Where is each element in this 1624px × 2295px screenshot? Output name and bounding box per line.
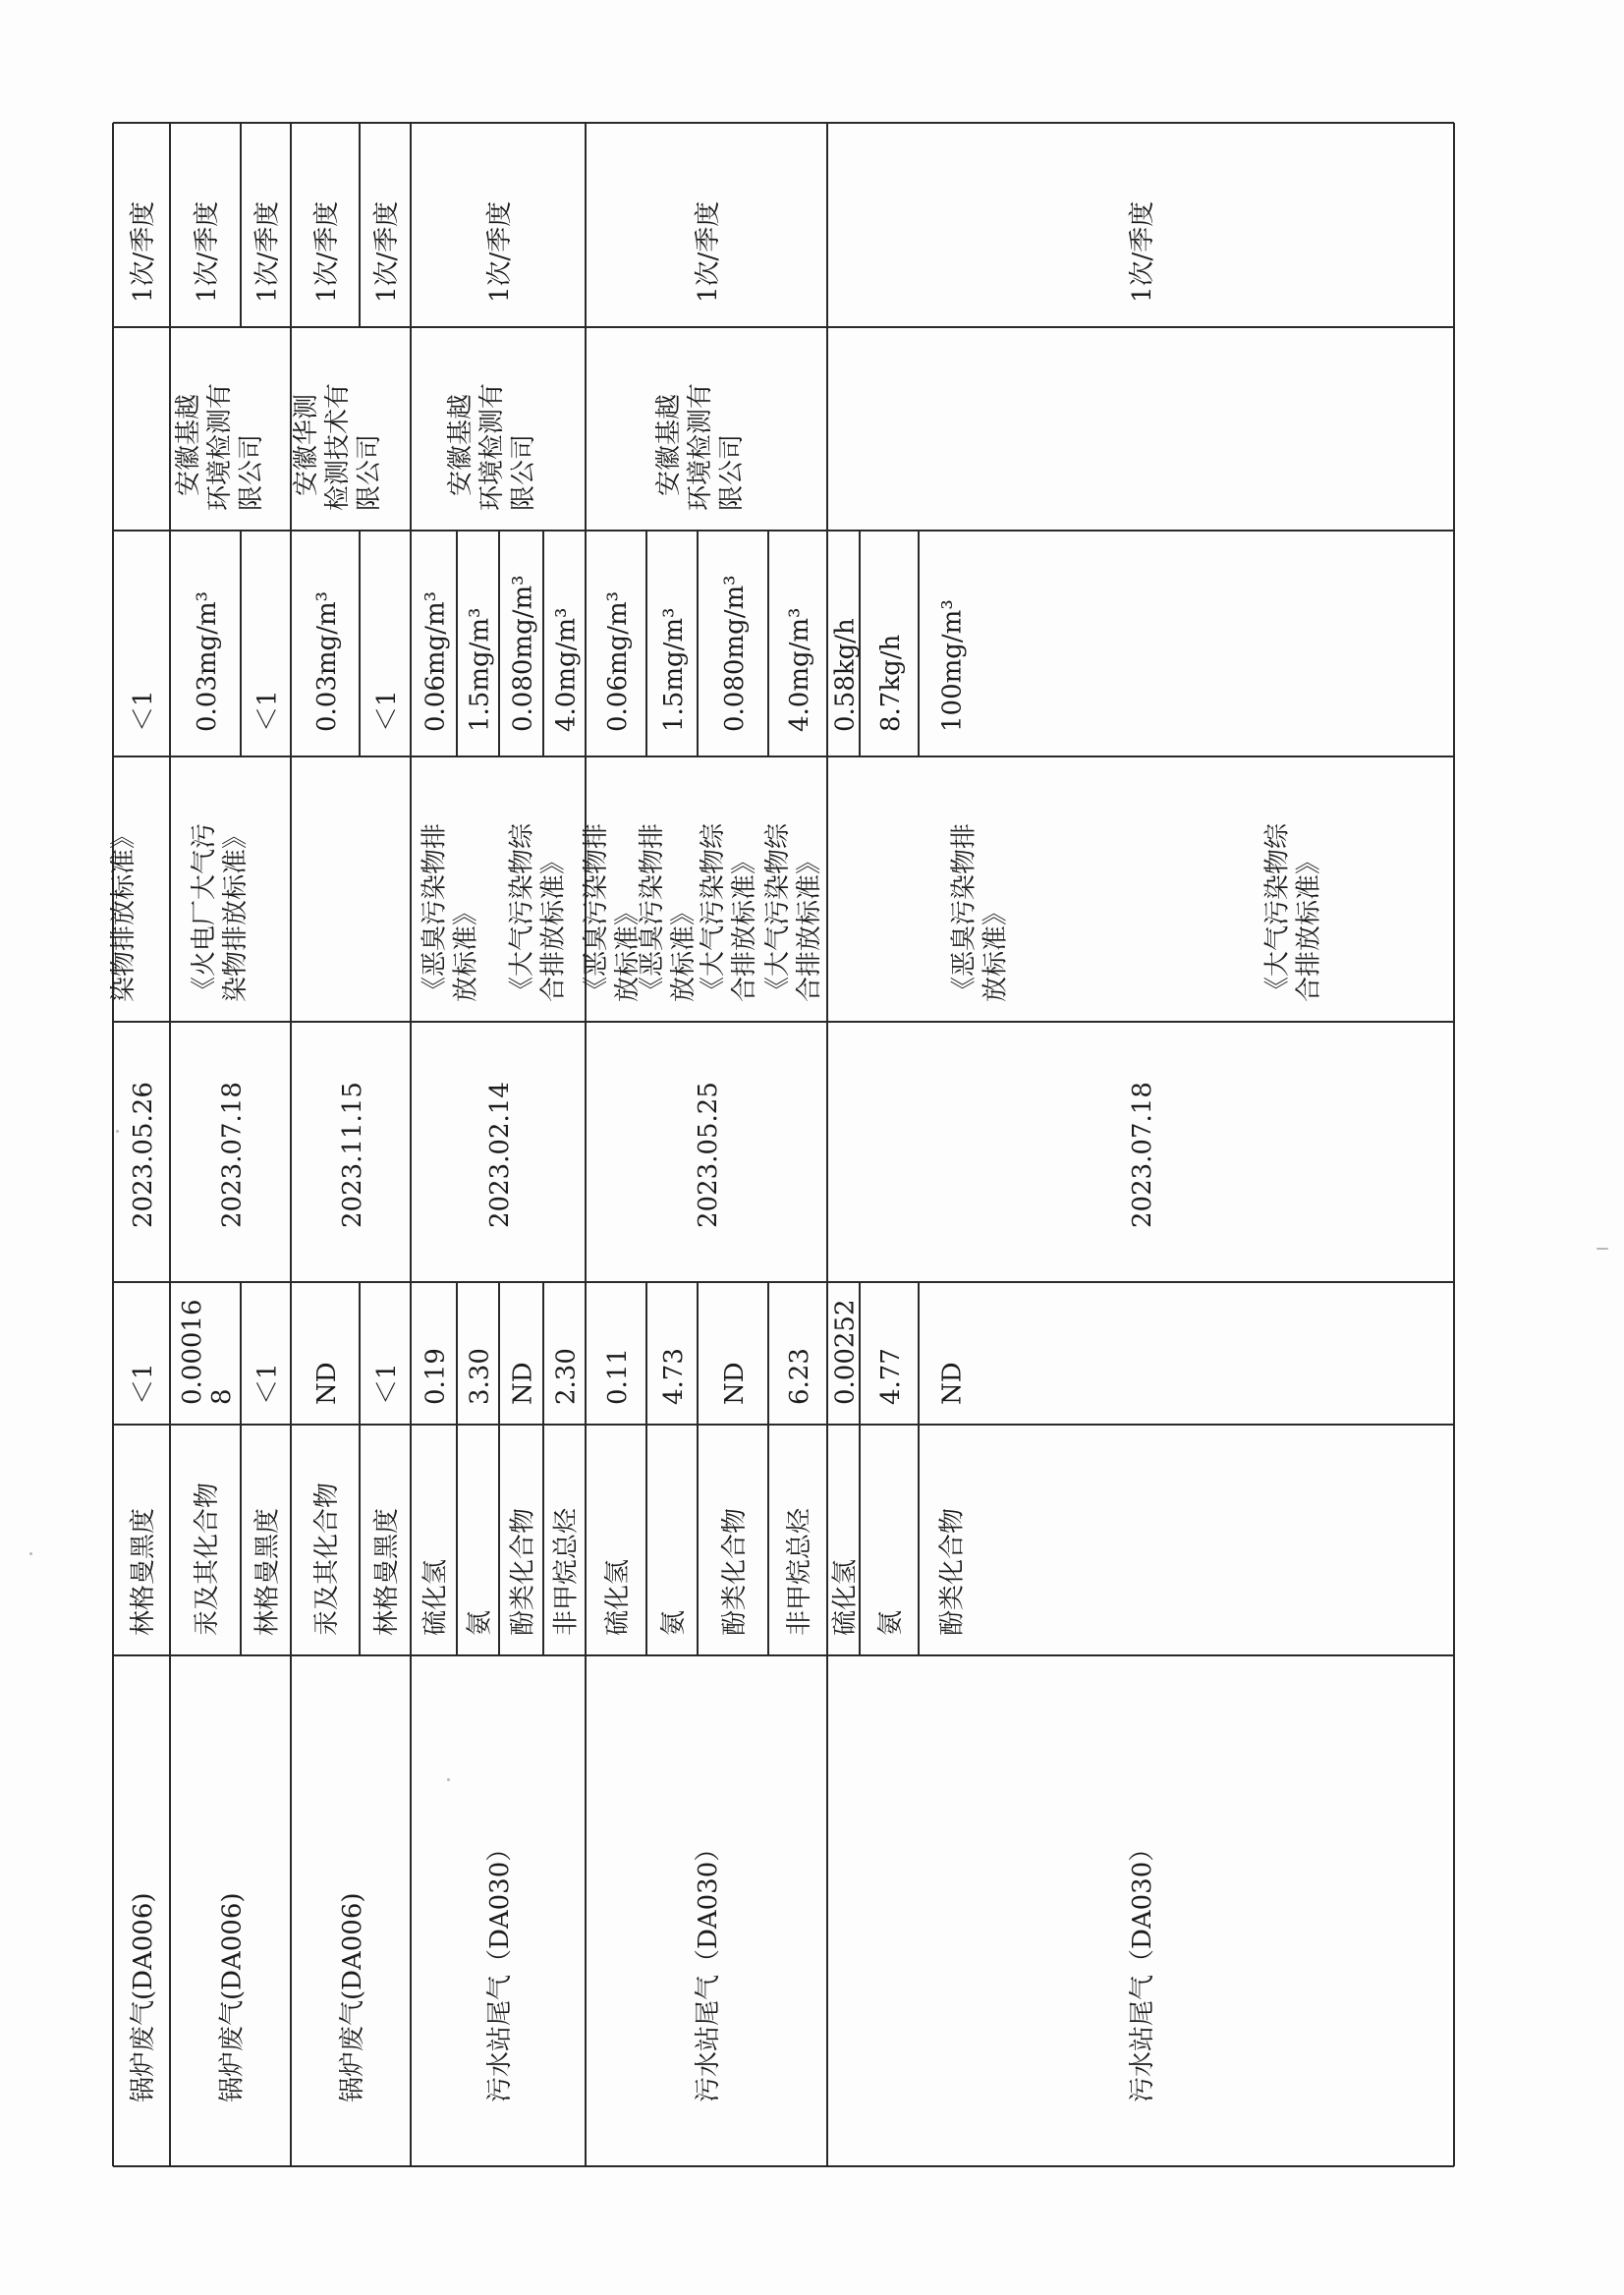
limit-value: 100mg/m³: [937, 599, 968, 732]
testing-agency: 环境检测有: [686, 382, 715, 511]
emission-standard: 《火电厂大气污: [190, 822, 219, 1002]
emission-source: 锅炉废气(DA006): [338, 1892, 367, 2102]
emission-standard: 《恶臭污染物排: [949, 822, 980, 1002]
emission-source: 锅炉废气(DA006): [129, 1892, 158, 2102]
measured-value: 4.77: [876, 1348, 906, 1405]
pollutant-name: 非甲烷总烃: [785, 1507, 814, 1636]
emission-standard: 放标准》: [669, 899, 699, 1002]
limit-value: 4.0mg/m³: [551, 607, 582, 732]
limit-value: 4.0mg/m³: [785, 607, 814, 732]
pollutant-name: 氨: [465, 1609, 495, 1636]
limit-value: 0.080mg/m³: [720, 575, 750, 732]
testing-agency: 限公司: [509, 433, 538, 511]
monitoring-frequency: 1次/季度: [372, 200, 402, 303]
pollutant-name: 汞及其化合物: [312, 1482, 342, 1636]
emission-source: 污水站尾气（DA030）: [485, 1835, 515, 2102]
pollutant-name: 硫化氢: [830, 1558, 861, 1636]
emission-standard: 放标准》: [980, 899, 1011, 1002]
testing-agency: 安徽基越: [174, 393, 203, 496]
pollutant-name: 酚类化合物: [508, 1507, 538, 1636]
emission-standard: 合排放标准》: [538, 848, 569, 1002]
limit-value: 0.03mg/m³: [193, 590, 222, 732]
measured-value: 0.19: [420, 1348, 451, 1405]
limit-value: 0.03mg/m³: [312, 590, 342, 732]
measured-value: 0.00252: [830, 1299, 861, 1405]
measured-value: ND: [508, 1362, 538, 1405]
measured-value: ND: [937, 1362, 968, 1405]
testing-agency: 安徽基越: [654, 393, 684, 496]
pollutant-name: 林格曼黑度: [129, 1507, 158, 1636]
testing-agency: 限公司: [237, 433, 266, 511]
monitoring-frequency: 1次/季度: [252, 200, 283, 303]
measured-value: ND: [720, 1362, 750, 1405]
emission-standard: 《大气污染物综: [507, 822, 537, 1002]
limit-value: ＜1: [129, 690, 158, 732]
emission-standard: 染物排放标准》: [109, 822, 139, 1002]
emission-standard: 《恶臭污染物排: [638, 822, 667, 1002]
emission-source: 污水站尾气（DA030）: [1128, 1835, 1157, 2102]
sampling-date: 2023.07.18: [1128, 1082, 1157, 1228]
sampling-date: 2023.05.25: [694, 1082, 723, 1228]
pollutant-name: 非甲烷总烃: [551, 1507, 582, 1636]
measured-value: 6.23: [785, 1348, 814, 1405]
limit-value: 1.5mg/m³: [659, 607, 689, 732]
pollutant-name: 林格曼黑度: [252, 1507, 283, 1636]
emission-standard: 放标准》: [613, 899, 643, 1002]
testing-agency: 环境检测有: [205, 382, 235, 511]
testing-agency: 限公司: [717, 433, 747, 511]
measured-value: ND: [312, 1362, 342, 1405]
measured-value: 0.00016: [178, 1299, 207, 1405]
monitoring-frequency: 1次/季度: [129, 200, 158, 303]
measured-value: 0.11: [603, 1348, 633, 1405]
limit-value: 8.7kg/h: [876, 634, 906, 732]
limit-value: 0.06mg/m³: [420, 590, 451, 732]
pollutant-name: 林格曼黑度: [372, 1507, 402, 1636]
monitoring-frequency: 1次/季度: [1128, 200, 1157, 303]
testing-agency: 环境检测有: [477, 382, 507, 511]
limit-value: 0.06mg/m³: [603, 590, 633, 732]
limit-value: 0.58kg/h: [830, 618, 861, 732]
monitoring-frequency: 1次/季度: [312, 200, 342, 303]
pollutant-name: 氨: [876, 1609, 906, 1636]
limit-value: 0.080mg/m³: [508, 575, 538, 732]
emission-standard: 《恶臭污染物排: [420, 822, 450, 1002]
sampling-date: 2023.05.26: [129, 1082, 158, 1228]
sampling-date: 2023.07.18: [217, 1082, 248, 1228]
measured-value: 3.30: [465, 1348, 495, 1405]
emission-standard: 合排放标准》: [795, 848, 824, 1002]
measured-value: ＜1: [252, 1363, 283, 1405]
limit-value: ＜1: [252, 690, 283, 732]
measured-value: 4.73: [659, 1348, 689, 1405]
pollutant-name: 硫化氢: [420, 1558, 451, 1636]
emission-standard: 合排放标准》: [730, 848, 759, 1002]
measured-value: 2.30: [551, 1348, 582, 1405]
pollutant-name: 酚类化合物: [937, 1507, 968, 1636]
testing-agency: 安徽基越: [446, 393, 476, 496]
emission-standard: 染物排放标准》: [221, 822, 251, 1002]
emission-standard: 合排放标准》: [1294, 848, 1324, 1002]
emission-standard: 《恶臭污染物排: [582, 822, 611, 1002]
pollutant-name: 酚类化合物: [720, 1507, 750, 1636]
pollutant-name: 硫化氢: [603, 1558, 633, 1636]
testing-agency: 安徽华测: [292, 393, 321, 496]
emission-standard: 《大气污染物综: [763, 822, 793, 1002]
emission-standard: 《大气污染物综: [699, 822, 728, 1002]
measured-value: ＜1: [129, 1363, 158, 1405]
limit-value: ＜1: [372, 690, 402, 732]
sampling-date: 2023.02.14: [485, 1082, 515, 1228]
monitoring-frequency: 1次/季度: [193, 200, 222, 303]
measured-value: ＜1: [372, 1363, 402, 1405]
monitoring-frequency: 1次/季度: [694, 200, 723, 303]
monitoring-frequency: 1次/季度: [485, 200, 515, 303]
emission-source: 污水站尾气（DA030）: [694, 1835, 723, 2102]
limit-value: 1.5mg/m³: [465, 607, 495, 732]
emission-source: 锅炉废气(DA006): [217, 1892, 248, 2102]
pollutant-name: 氨: [659, 1609, 689, 1636]
emission-standard: 放标准》: [451, 899, 481, 1002]
testing-agency: 检测技术有: [323, 382, 353, 511]
pollutant-name: 汞及其化合物: [193, 1482, 222, 1636]
emission-standard: 《大气污染物综: [1262, 822, 1293, 1002]
testing-agency: 限公司: [355, 433, 384, 511]
measured-value: 8: [207, 1388, 237, 1405]
sampling-date: 2023.11.15: [338, 1082, 367, 1228]
